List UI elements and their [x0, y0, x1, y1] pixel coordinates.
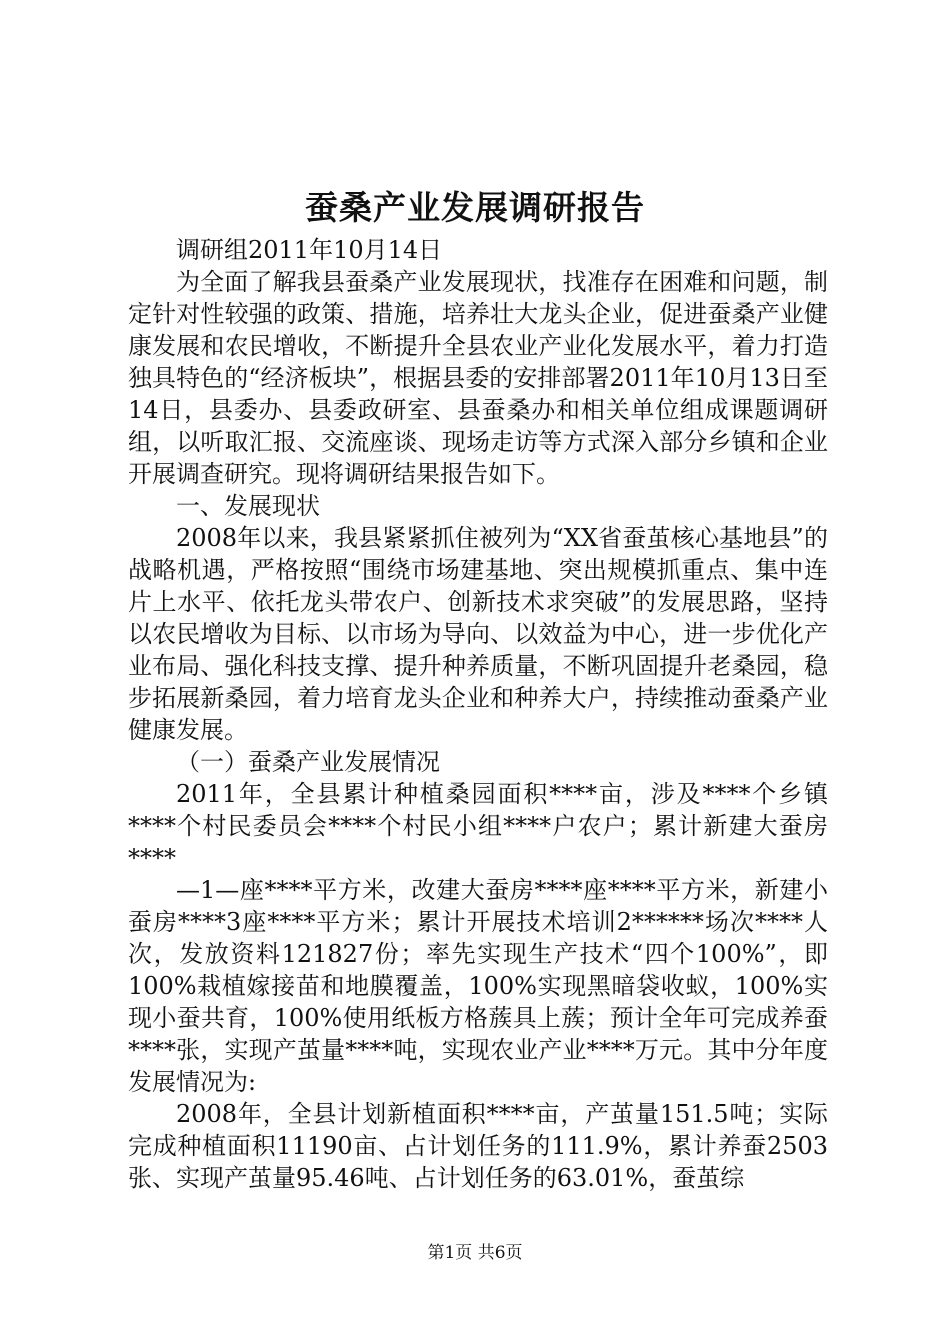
paragraph-intro: 为全面了解我县蚕桑产业发展现状，找准存在困难和问题，制定针对性较强的政策、措施，培养壮大龙头企业，促进蚕桑产业健康发展和农民增收，不断提升全县农业产业化发展水平，着力打造独具特色的“经济板块”，根据县委的安排部署2011年10月13日至14日，县委办、县委政研室、县蚕桑办和相关单位组成课题调研组，以听取汇报、交流座谈、现场走访等方式深入部分乡镇和企业开展调查研究。现将调研结果报告如下。 [128, 268, 828, 488]
paragraph-2011-continued: —1—座****平方米，改建大蚕房****座****平方米，新建小蚕房****3座****平方米；累计开展技术培训2******场次****人次，发放资料121827份；率先实现生产技术“四个100%”，即100%栽植嫁接苗和地膜覆盖，100%实现黑暗袋收蚁，100%实现小蚕共育，100%使用纸板方格蔟具上蔟；预计全年可完成养蚕****张，实现产茧量****吨，实现农业产业****万元。其中分年度发展情况为: [128, 876, 828, 1096]
paragraph-status: 2008年以来，我县紧紧抓住被列为“XX省蚕茧核心基地县”的战略机遇，严格按照“围绕市场建基地、突出规模抓重点、集中连片上水平、依托龙头带农户、创新技术求突破”的发展思路，坚持以农民增收为目标、以市场为导向、以效益为中心，进一步优化产业布局、强化科技支撑、提升种养质量，不断巩固提升老桑园，稳步拓展新桑园，着力培育龙头企业和种养大户，持续推动蚕桑产业健康发展。 [128, 524, 828, 744]
section-heading-status: 一、发展现状 [176, 492, 320, 520]
paragraph-2011: 2011年，全县累计种植桑园面积****亩，涉及****个乡镇****个村民委员会****个村民小组****户农户；累计新建大蚕房**** [128, 780, 828, 872]
document-title: 蚕桑产业发展调研报告 [305, 188, 645, 227]
paragraph-2008: 2008年，全县计划新植面积****亩，产茧量151.5吨；实际完成种植面积11190亩、占计划任务的111.9%，累计养蚕2503张、实现产茧量95.46吨、占计划任务的63.01%，蚕茧综 [128, 1100, 828, 1192]
subsection-heading-development: （一）蚕桑产业发展情况 [176, 748, 440, 776]
document-body [128, 234, 828, 1194]
date-line: 调研组2011年10月14日 [176, 236, 443, 264]
page-footer: 第1页 共6页 [427, 1243, 523, 1263]
